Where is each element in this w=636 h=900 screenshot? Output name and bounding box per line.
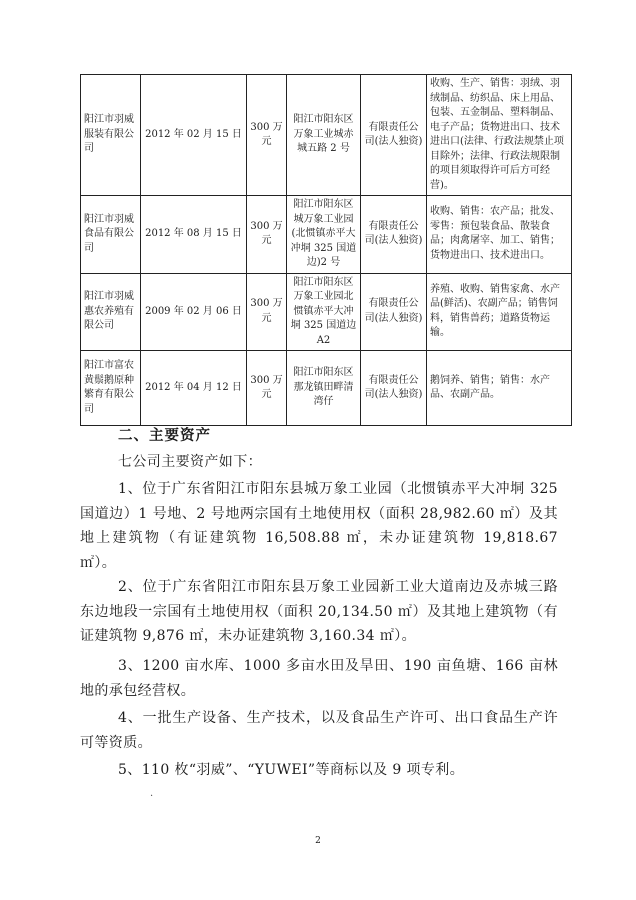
registered-capital-cell: 300 万元 — [247, 196, 287, 274]
company-name-cell: 阳江市羽威服装有限公司 — [81, 75, 141, 196]
table-row — [81, 75, 572, 196]
section-heading: 二、主要资产 — [118, 428, 211, 444]
registered-capital-cell: 300 万元 — [247, 273, 287, 351]
company-type-cell: 有限责任公司(法人独资) — [361, 196, 427, 274]
asset-item-5: 5、110 枚“羽威”、“YUWEI”等商标以及 9 项专利。 — [118, 762, 465, 778]
address-cell: 阳江市阳东区万象工业城赤城五路 2 号 — [287, 75, 361, 196]
asset-item-1: 1、位于广东省阳江市阳东县城万象工业园（北惯镇赤平大冲垌 325 国道边）1 号地、2 号地两宗国有土地使用权（面积 28,982.60 ㎡）及其地上建筑物（有证建筑物 16,508.88 ㎡，未办证建筑物 19,818.67 ㎡）。 — [80, 481, 558, 571]
company-name-cell: 阳江市羽威食品有限公司 — [81, 196, 141, 274]
established-date-cell: 2012 年 02 月 15 日 — [141, 75, 247, 196]
business-scope-cell: 收购、销售：农产品；批发、零售：预包装食品、散装食品；肉禽屠宰、加工、销售；货物进出口、技术进出口。 — [427, 196, 572, 274]
scan-speck: · — [150, 791, 154, 802]
address-cell: 阳江市阳东区万象工业园北惯镇赤平大冲垌 325 国道边 A2 — [287, 273, 361, 351]
asset-item-4: 4、一批生产设备、生产技术，以及食品生产许可、出口食品生产许可等资质。 — [80, 710, 558, 751]
address-cell: 阳江市阳东区城万象工业园(北惯镇赤平大冲垌 325 国道边)2 号 — [287, 196, 361, 274]
company-name-cell: 阳江市羽威惠农养殖有限公司 — [81, 273, 141, 351]
established-date-cell: 2012 年 04 月 12 日 — [141, 351, 247, 426]
asset-item-3: 3、1200 亩水库、1000 多亩水田及旱田、190 亩鱼塘、166 亩林地的承包经营权。 — [80, 658, 558, 699]
business-scope-cell: 鹅饲养、销售；销售：水产品、农副产品。 — [427, 351, 572, 426]
company-type-cell: 有限责任公司(法人独资) — [361, 351, 427, 426]
established-date-cell: 2009 年 02 月 06 日 — [141, 273, 247, 351]
asset-item-2: 2、位于广东省阳江市阳东县万象工业园新工业大道南边及赤城三路东边地段一宗国有土地使用权（面积 20,134.50 ㎡）及其地上建筑物（有证建筑物 9,876 ㎡，未办证建筑物 3,160.34 ㎡）。 — [80, 579, 558, 644]
section-intro: 七公司主要资产如下： — [118, 454, 262, 470]
company-name-cell: 阳江市富农黄鬃鹅原种繁育有限公司 — [81, 351, 141, 426]
company-table — [80, 74, 572, 426]
page-number: 2 — [315, 836, 321, 846]
registered-capital-cell: 300 万元 — [247, 351, 287, 426]
table-row — [81, 273, 572, 351]
established-date-cell: 2012 年 08 月 15 日 — [141, 196, 247, 274]
table-row — [81, 351, 572, 426]
table-row — [81, 196, 572, 274]
company-type-cell: 有限责任公司(法人独资) — [361, 75, 427, 196]
business-scope-cell: 收购、生产、销售：羽绒、羽绒制品、纺织品、床上用品、包装、五金制品、塑料制品、电子产品；货物进出口、技术进出口(法律、行政法规禁止项目除外；法律、行政法规限制的项目须取得许可后方可经营)。 — [427, 75, 572, 196]
company-type-cell: 有限责任公司(法人独资) — [361, 273, 427, 351]
registered-capital-cell: 300 万元 — [247, 75, 287, 196]
address-cell: 阳江市阳东区那龙镇田畔清湾仔 — [287, 351, 361, 426]
business-scope-cell: 养殖、收购、销售家禽、水产品(鲜活)、农副产品；销售饲料，销售兽药；道路货物运输。 — [427, 273, 572, 351]
